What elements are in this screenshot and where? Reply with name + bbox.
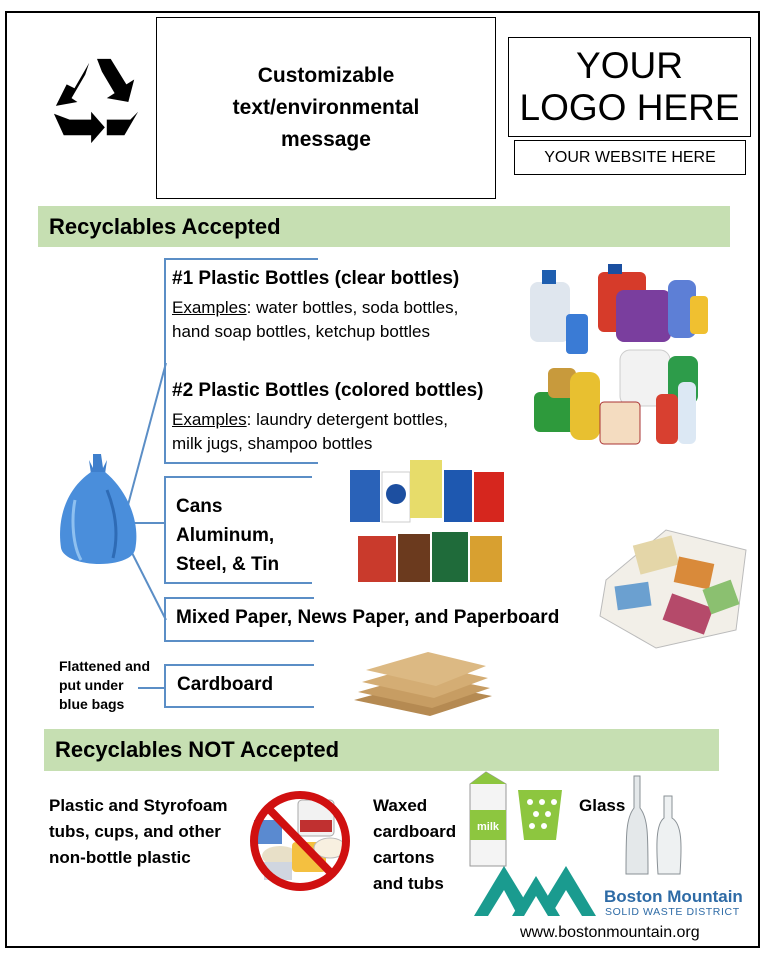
na-line: tubs, cups, and other (49, 822, 221, 841)
cardboard-image (350, 648, 496, 724)
logo-line: YOUR (576, 45, 683, 86)
plastic-1-examples (172, 296, 458, 344)
paper-label: Mixed Paper, News Paper, and Paperboard (176, 607, 560, 628)
boston-mountain-logo (474, 862, 598, 918)
na-line: cartons (373, 848, 435, 867)
milk-carton-image (466, 770, 566, 870)
na-line: and tubs (373, 874, 444, 893)
blue-bag-image (55, 450, 140, 575)
org-name: Boston Mountain (604, 887, 743, 906)
note-line: put under (59, 677, 124, 693)
plastic-2-title: #2 Plastic Bottles (colored bottles) (172, 380, 484, 401)
cans-label (176, 492, 279, 579)
cans-line: Cans (176, 496, 223, 517)
examples-text: : water bottles, soda bottles, (246, 298, 459, 317)
logo-line: LOGO HERE (519, 87, 740, 128)
plastic-bottles-image (528, 262, 724, 450)
examples-label: Examples (172, 410, 247, 429)
prohibited-tubs-image (240, 790, 360, 892)
cans-line: Aluminum, (176, 525, 275, 546)
message-line: Customizable (257, 64, 395, 87)
website-placeholder[interactable]: YOUR WEBSITE HERE (514, 140, 746, 175)
na-line: Waxed (373, 796, 428, 815)
examples-text: milk jugs, shampoo bottles (172, 434, 373, 453)
message-line: text/environmental (232, 96, 420, 119)
milk-label: milk (476, 821, 500, 833)
note-line: Flattened and (59, 658, 151, 674)
cardboard-note (59, 657, 150, 714)
na-line: cardboard (373, 822, 457, 841)
plastic-2-examples (172, 408, 448, 456)
plastic-1-title: #1 Plastic Bottles (clear bottles) (172, 268, 460, 289)
cardboard-label: Cardboard (177, 674, 274, 695)
not-accepted-plastic-label (49, 793, 228, 871)
cans-image (348, 458, 506, 590)
not-accepted-glass-label: Glass (579, 796, 626, 815)
note-line: blue bags (59, 696, 125, 712)
examples-label: Examples (172, 298, 247, 317)
message-line: message (281, 128, 371, 151)
na-line: non-bottle plastic (49, 848, 191, 867)
examples-text: hand soap bottles, ketchup bottles (172, 322, 431, 341)
accepted-section-title: Recyclables Accepted (38, 206, 730, 247)
mixed-paper-image (596, 520, 756, 652)
examples-text: : laundry detergent bottles, (246, 410, 448, 429)
cans-line: Steel, & Tin (176, 554, 280, 575)
not-accepted-section-title: Recyclables NOT Accepted (44, 729, 719, 771)
not-accepted-waxed-label (373, 793, 456, 897)
na-line: Plastic and Styrofoam (49, 796, 228, 815)
org-subtitle: SOLID WASTE DISTRICT (605, 906, 740, 918)
org-url[interactable]: www.bostonmountain.org (520, 924, 700, 941)
glass-bottles-image (624, 774, 688, 878)
